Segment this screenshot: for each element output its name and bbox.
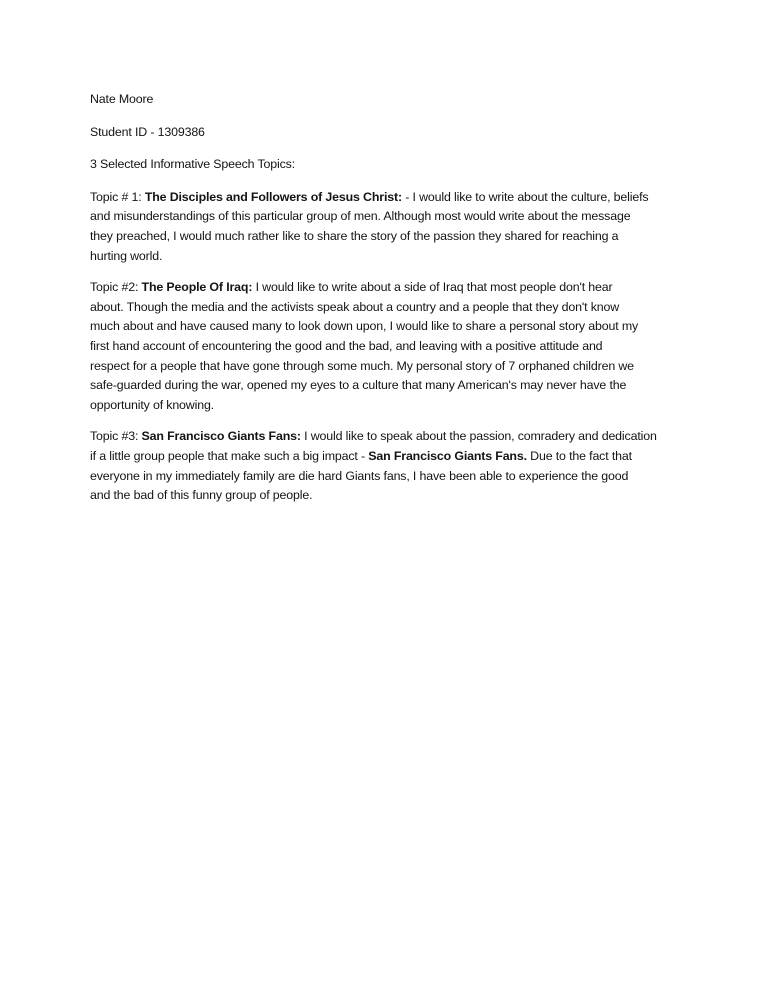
topic-3-line-4: and the bad of this funny group of people. <box>90 488 313 503</box>
topic-1-paragraph <box>90 188 680 266</box>
document-heading: 3 Selected Informative Speech Topics: <box>90 157 295 172</box>
topic-1-line-2: and misunderstandings of this particular group of men. Although most would write about the message <box>90 209 631 224</box>
topic-2-prefix: Topic #2: <box>90 280 142 295</box>
topic-3-line-1 <box>90 427 680 447</box>
topic-1-line-3: they preached, I would much rather like to share the story of the passion they shared for reaching a <box>90 228 619 243</box>
topic-2-text: I would like to write about a side of Iraq that most people don't hear <box>252 280 613 295</box>
topic-3-line-2 <box>90 447 680 467</box>
topic-3-line-2-start: if a little group people that make such a big impact - <box>90 448 369 463</box>
topic-2-line-4: first hand account of encountering the good and the bad, and leaving with a positive attitude and <box>90 338 603 353</box>
topic-3-paragraph <box>90 427 680 505</box>
topic-2-line-6: safe-guarded during the war, opened my eyes to a culture that many American's may never have the <box>90 378 627 393</box>
topic-3-text: I would like to speak about the passion, comradery and dedication <box>300 429 657 444</box>
topic-1-line-1 <box>90 188 680 208</box>
document-body <box>90 90 680 518</box>
topic-3-prefix: Topic #3: <box>90 429 142 444</box>
topic-2-line-5: respect for a people that have gone through some much. My personal story of 7 orphaned children we <box>90 358 634 373</box>
topic-3-emphasis: San Francisco Giants Fans. <box>368 448 527 463</box>
topic-2-title: The People Of Iraq: <box>141 280 253 295</box>
topic-2-line-3: much about and have caused many to look down upon, I would like to share a personal story about my <box>90 319 639 334</box>
topic-2-line-1 <box>90 278 680 298</box>
topic-1-prefix: Topic # 1: <box>90 189 145 204</box>
topic-1-title: The Disciples and Followers of Jesus Christ: <box>144 189 402 204</box>
student-id: Student ID - 1309386 <box>90 124 205 139</box>
topic-3-line-2-end: Due to the fact that <box>526 448 632 463</box>
author-name: Nate Moore <box>90 92 154 106</box>
topic-2-paragraph <box>90 278 680 415</box>
topic-1-text: - I would like to write about the culture, beliefs <box>401 189 649 204</box>
topic-1-line-4: hurting world. <box>90 248 163 263</box>
topic-3-line-3: everyone in my immediately family are die hard Giants fans, I have been able to experience the good <box>90 468 629 483</box>
topic-3-title: San Francisco Giants Fans: <box>141 429 301 444</box>
topic-2-line-2: about. Though the media and the activists speak about a country and a people that they don't know <box>90 299 620 314</box>
topic-2-line-7: opportunity of knowing. <box>90 397 214 412</box>
